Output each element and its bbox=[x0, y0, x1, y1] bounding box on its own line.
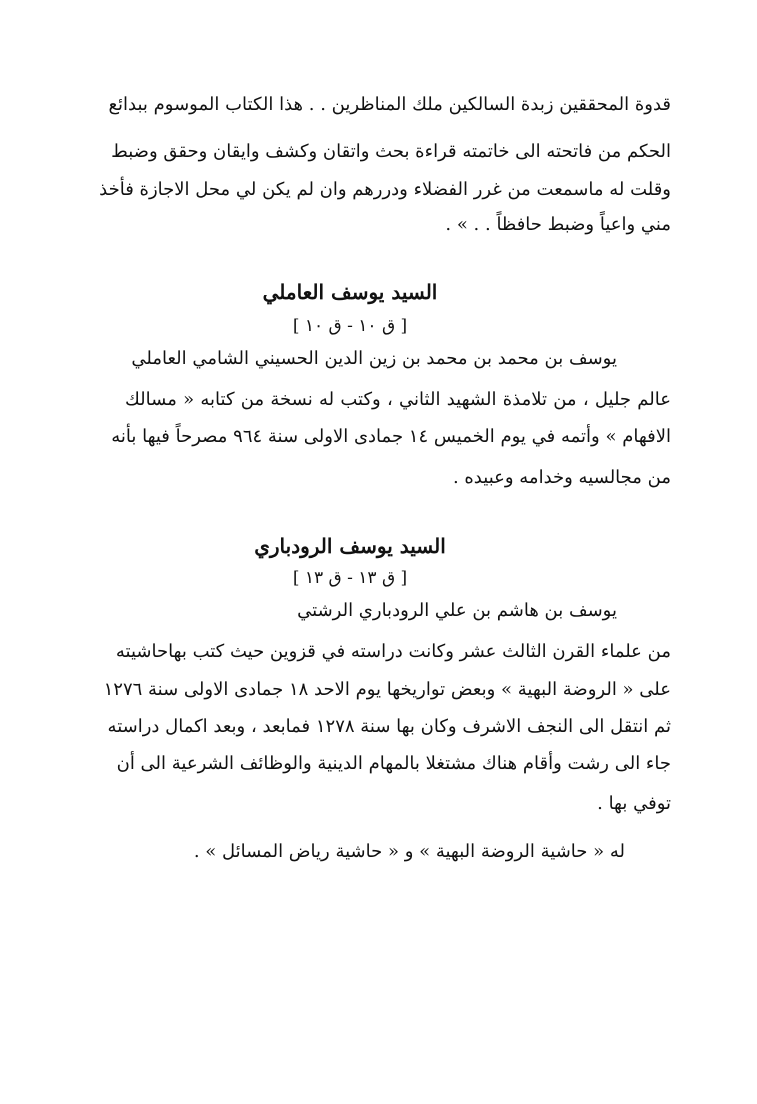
section-dates-yusuf-amili: [ ق ١٠ - ق ١٠ ] bbox=[292, 316, 408, 336]
section-dates-yusuf-rudbari: [ ق ١٣ - ق ١٣ ] bbox=[292, 568, 408, 588]
section2-line-1: يوسف بن هاشم بن علي الرودباري الرشتي bbox=[297, 600, 617, 621]
intro-line-4: مني واعياً وضبط حافظاً . . » . bbox=[445, 214, 671, 235]
section-heading-yusuf-rudbari: السيد يوسف الرودباري bbox=[254, 534, 446, 558]
section1-line-4: من مجالسيه وخدامه وعبيده . bbox=[452, 467, 671, 488]
intro-line-1: قدوة المحققين زبدة السالكين ملك المناظرين . . هذا الكتاب الموسوم ببدائع bbox=[108, 94, 671, 115]
section2-line-4: ثم انتقل الى النجف الاشرف وكان بها سنة ١٢٧٨ فمابعد ، وبعد اكمال دراسته bbox=[107, 716, 671, 737]
section1-line-3: الافهام » وأتمه في يوم الخميس ١٤ جمادى الاولى سنة ٩٦٤ مصرحاً فيها بأنه bbox=[111, 426, 671, 447]
section2-line-7: له « حاشية الروضة البهية » و « حاشية رياض المسائل » . bbox=[193, 841, 625, 862]
intro-line-2: الحكم من فاتحته الى خاتمته قراءة بحث واتقان وكشف وايقان وحقق وضبط bbox=[111, 141, 671, 162]
section-heading-yusuf-amili: السيد يوسف العاملي bbox=[262, 280, 438, 304]
intro-line-3: وقلت له ماسمعت من غرر الفضلاء ودررهم وان لم يكن لي محل الاجازة فأخذ bbox=[99, 179, 671, 200]
section2-line-3: على « الروضة البهية » وبعض تواريخها يوم الاحد ١٨ جمادى الاولى سنة ١٢٧٦ bbox=[103, 679, 671, 700]
section1-line-1: يوسف بن محمد بن محمد بن زين الدين الحسيني الشامي العاملي bbox=[131, 348, 617, 369]
section2-line-6: توفي بها . bbox=[597, 793, 671, 814]
section1-line-2: عالم جليل ، من تلامذة الشهيد الثاني ، وكتب له نسخة من كتابه « مسالك bbox=[125, 389, 671, 410]
section2-line-5: جاء الى رشت وأقام هناك مشتغلا بالمهام الدينية والوظائف الشرعية الى أن bbox=[116, 753, 671, 774]
section2-line-2: من علماء القرن الثالث عشر وكانت دراسته في قزوين حيث كتب بهاحاشيته bbox=[115, 641, 671, 662]
